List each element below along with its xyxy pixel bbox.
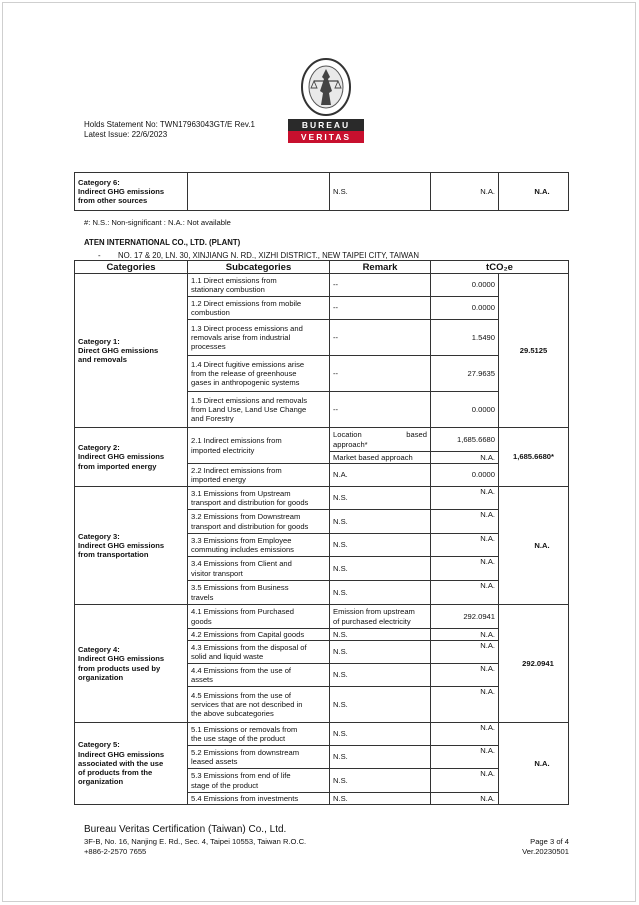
seal-icon bbox=[300, 57, 352, 117]
value-5-1: N.A. bbox=[431, 723, 499, 746]
address-dash: - bbox=[98, 251, 101, 260]
value-2-1-location: 1,685.6680 bbox=[431, 428, 499, 452]
category5-label: Category 5: Indirect GHG emissions associated with the use of products from the organization bbox=[75, 723, 188, 805]
subcategory-1-1: 1.1 Direct emissions from stationary combustion bbox=[188, 274, 330, 297]
brand-bottom: VERITAS bbox=[288, 131, 364, 143]
remark-4-3: N.S. bbox=[330, 641, 431, 664]
subcategory-3-5: 3.5 Emissions from Business travels bbox=[188, 581, 330, 605]
subcategory-4-1: 4.1 Emissions from Purchased goods bbox=[188, 605, 330, 629]
remark-4-4: N.S. bbox=[330, 664, 431, 687]
value-4-2: N.A. bbox=[431, 629, 499, 641]
remark-5-3: N.S. bbox=[330, 769, 431, 793]
subcategory-2-1: 2.1 Indirect emissions from imported electricity bbox=[188, 428, 330, 464]
subcategory-3-2: 3.2 Emissions from Downstream transport and distribution for goods bbox=[188, 510, 330, 534]
value-5-3: N.A. bbox=[431, 769, 499, 793]
subcategory-5-1: 5.1 Emissions or removals from the use stage of the product bbox=[188, 723, 330, 746]
subcategory-4-4: 4.4 Emissions from the use of assets bbox=[188, 664, 330, 687]
subcategory-3-1: 3.1 Emissions from Upstream transport and distribution for goods bbox=[188, 487, 330, 510]
category6-total: N.A. bbox=[499, 173, 569, 211]
remark-5-1: N.S. bbox=[330, 723, 431, 746]
version: Ver.20230501 bbox=[522, 846, 569, 856]
table-row bbox=[75, 428, 569, 452]
table-row bbox=[75, 723, 569, 746]
value-3-2: N.A. bbox=[431, 510, 499, 534]
header-subcategories: Subcategories bbox=[188, 261, 330, 274]
subcategory-1-5: 1.5 Direct emissions and removals from Land Use, Land Use Change and Forestry bbox=[188, 392, 330, 428]
category6-remark: N.S. bbox=[330, 173, 431, 211]
footer-phone: +886-2-2570 7655 bbox=[84, 846, 147, 856]
value-3-3: N.A. bbox=[431, 534, 499, 557]
bureau-veritas-logo bbox=[288, 57, 364, 149]
table-row bbox=[75, 274, 569, 297]
subcategory-4-2: 4.2 Emissions from Capital goods bbox=[188, 629, 330, 641]
category6-table bbox=[74, 172, 569, 211]
table-row bbox=[75, 605, 569, 629]
category4-total: 292.0941 bbox=[499, 605, 569, 723]
value-1-1: 0.0000 bbox=[431, 274, 499, 297]
header-remark: Remark bbox=[330, 261, 431, 274]
value-4-5: N.A. bbox=[431, 687, 499, 723]
value-5-4: N.A. bbox=[431, 793, 499, 805]
category5-total: N.A. bbox=[499, 723, 569, 805]
remark-1-4: -- bbox=[330, 356, 431, 392]
table-row bbox=[75, 487, 569, 510]
category1-label: Category 1: Direct GHG emissions and removals bbox=[75, 274, 188, 428]
category3-label: Category 3: Indirect GHG emissions from transportation bbox=[75, 487, 188, 605]
footer-address-block bbox=[84, 837, 306, 856]
value-3-4: N.A. bbox=[431, 557, 499, 581]
remark-2-2: N.A. bbox=[330, 464, 431, 487]
remark-3-2: N.S. bbox=[330, 510, 431, 534]
remark-4-2: N.S. bbox=[330, 629, 431, 641]
subcategory-4-3: 4.3 Emissions from the disposal of solid and liquid waste bbox=[188, 641, 330, 664]
notes: #: N.S.: Non-significant : N.A.: Not available bbox=[84, 218, 231, 227]
value-2-2: 0.0000 bbox=[431, 464, 499, 487]
value-4-1: 292.0941 bbox=[431, 605, 499, 629]
value-3-1: N.A. bbox=[431, 487, 499, 510]
subcategory-5-3: 5.3 Emissions from end of life stage of the product bbox=[188, 769, 330, 793]
footer-page-info bbox=[522, 837, 569, 856]
remark-3-4: N.S. bbox=[330, 557, 431, 581]
value-5-2: N.A. bbox=[431, 746, 499, 769]
category6-label: Category 6: Indirect GHG emissions from other sources bbox=[75, 173, 188, 211]
subcategory-5-4: 5.4 Emissions from investments bbox=[188, 793, 330, 805]
remark-4-1: Emission from upstream of purchased electricity bbox=[330, 605, 431, 629]
header-categories: Categories bbox=[75, 261, 188, 274]
remark-5-2: N.S. bbox=[330, 746, 431, 769]
category2-total: 1,685.6680* bbox=[499, 428, 569, 487]
remark-4-5: N.S. bbox=[330, 687, 431, 723]
value-1-2: 0.0000 bbox=[431, 297, 499, 320]
category3-total: N.A. bbox=[499, 487, 569, 605]
value-4-3: N.A. bbox=[431, 641, 499, 664]
remark-1-5: -- bbox=[330, 392, 431, 428]
remark-3-1: N.S. bbox=[330, 487, 431, 510]
subcategory-4-5: 4.5 Emissions from the use of services that are not described in the above subcategories bbox=[188, 687, 330, 723]
remark-2-1-market: Market based approach bbox=[330, 452, 431, 464]
emissions-table bbox=[74, 260, 569, 805]
remark-3-3: N.S. bbox=[330, 534, 431, 557]
category1-total: 29.5125 bbox=[499, 274, 569, 428]
value-3-5: N.A. bbox=[431, 581, 499, 605]
header-unit: tCO₂e bbox=[431, 261, 569, 274]
brand-top: BUREAU bbox=[288, 119, 364, 131]
footer-address: 3F-B, No. 16, Nanjing E. Rd., Sec. 4, Taipei 10553, Taiwan R.O.C. bbox=[84, 837, 307, 846]
value-2-1-market: N.A. bbox=[431, 452, 499, 464]
category6-value: N.A. bbox=[431, 173, 499, 211]
remark-5-4: N.S. bbox=[330, 793, 431, 805]
company-address: - NO. 17 & 20, LN. 30, XINJIANG N. RD., XIZHI DISTRICT., NEW TAIPEI CITY, TAIWAN bbox=[98, 251, 419, 260]
page-number: Page 3 of 4 bbox=[530, 837, 569, 846]
subcategory-5-2: 5.2 Emissions from downstream leased assets bbox=[188, 746, 330, 769]
subcategory-1-3: 1.3 Direct process emissions and removals arise from industrial processes bbox=[188, 320, 330, 356]
subcategory-2-2: 2.2 Indirect emissions from imported energy bbox=[188, 464, 330, 487]
remark-3-5: N.S. bbox=[330, 581, 431, 605]
subcategory-1-2: 1.2 Direct emissions from mobile combustion bbox=[188, 297, 330, 320]
value-1-3: 1.5490 bbox=[431, 320, 499, 356]
subcategory-3-4: 3.4 Emissions from Client and visitor transport bbox=[188, 557, 330, 581]
footer-company: Bureau Veritas Certification (Taiwan) Co., Ltd. bbox=[84, 824, 287, 835]
category4-label: Category 4: Indirect GHG emissions from products used by organization bbox=[75, 605, 188, 723]
category6-subcategory bbox=[188, 173, 330, 211]
value-4-4: N.A. bbox=[431, 664, 499, 687]
holds-statement: Holds Statement No: TWN17963043GT/E Rev.1 bbox=[84, 120, 255, 129]
subcategory-1-4: 1.4 Direct fugitive emissions arise from the release of greenhouse gases in anthropogenic systems bbox=[188, 356, 330, 392]
statement-info bbox=[84, 120, 255, 140]
remark-1-3: -- bbox=[330, 320, 431, 356]
subcategory-3-3: 3.3 Emissions from Employee commuting includes emissions bbox=[188, 534, 330, 557]
value-1-5: 0.0000 bbox=[431, 392, 499, 428]
company-name: ATEN INTERNATIONAL CO., LTD. (PLANT) bbox=[84, 238, 241, 247]
category2-label: Category 2: Indirect GHG emissions from imported energy bbox=[75, 428, 188, 487]
remark-1-2: -- bbox=[330, 297, 431, 320]
latest-issue: Latest Issue: 22/6/2023 bbox=[84, 130, 168, 139]
value-1-4: 27.9635 bbox=[431, 356, 499, 392]
remark-1-1: -- bbox=[330, 274, 431, 297]
remark-2-1-location: Location based approach* bbox=[330, 428, 431, 452]
